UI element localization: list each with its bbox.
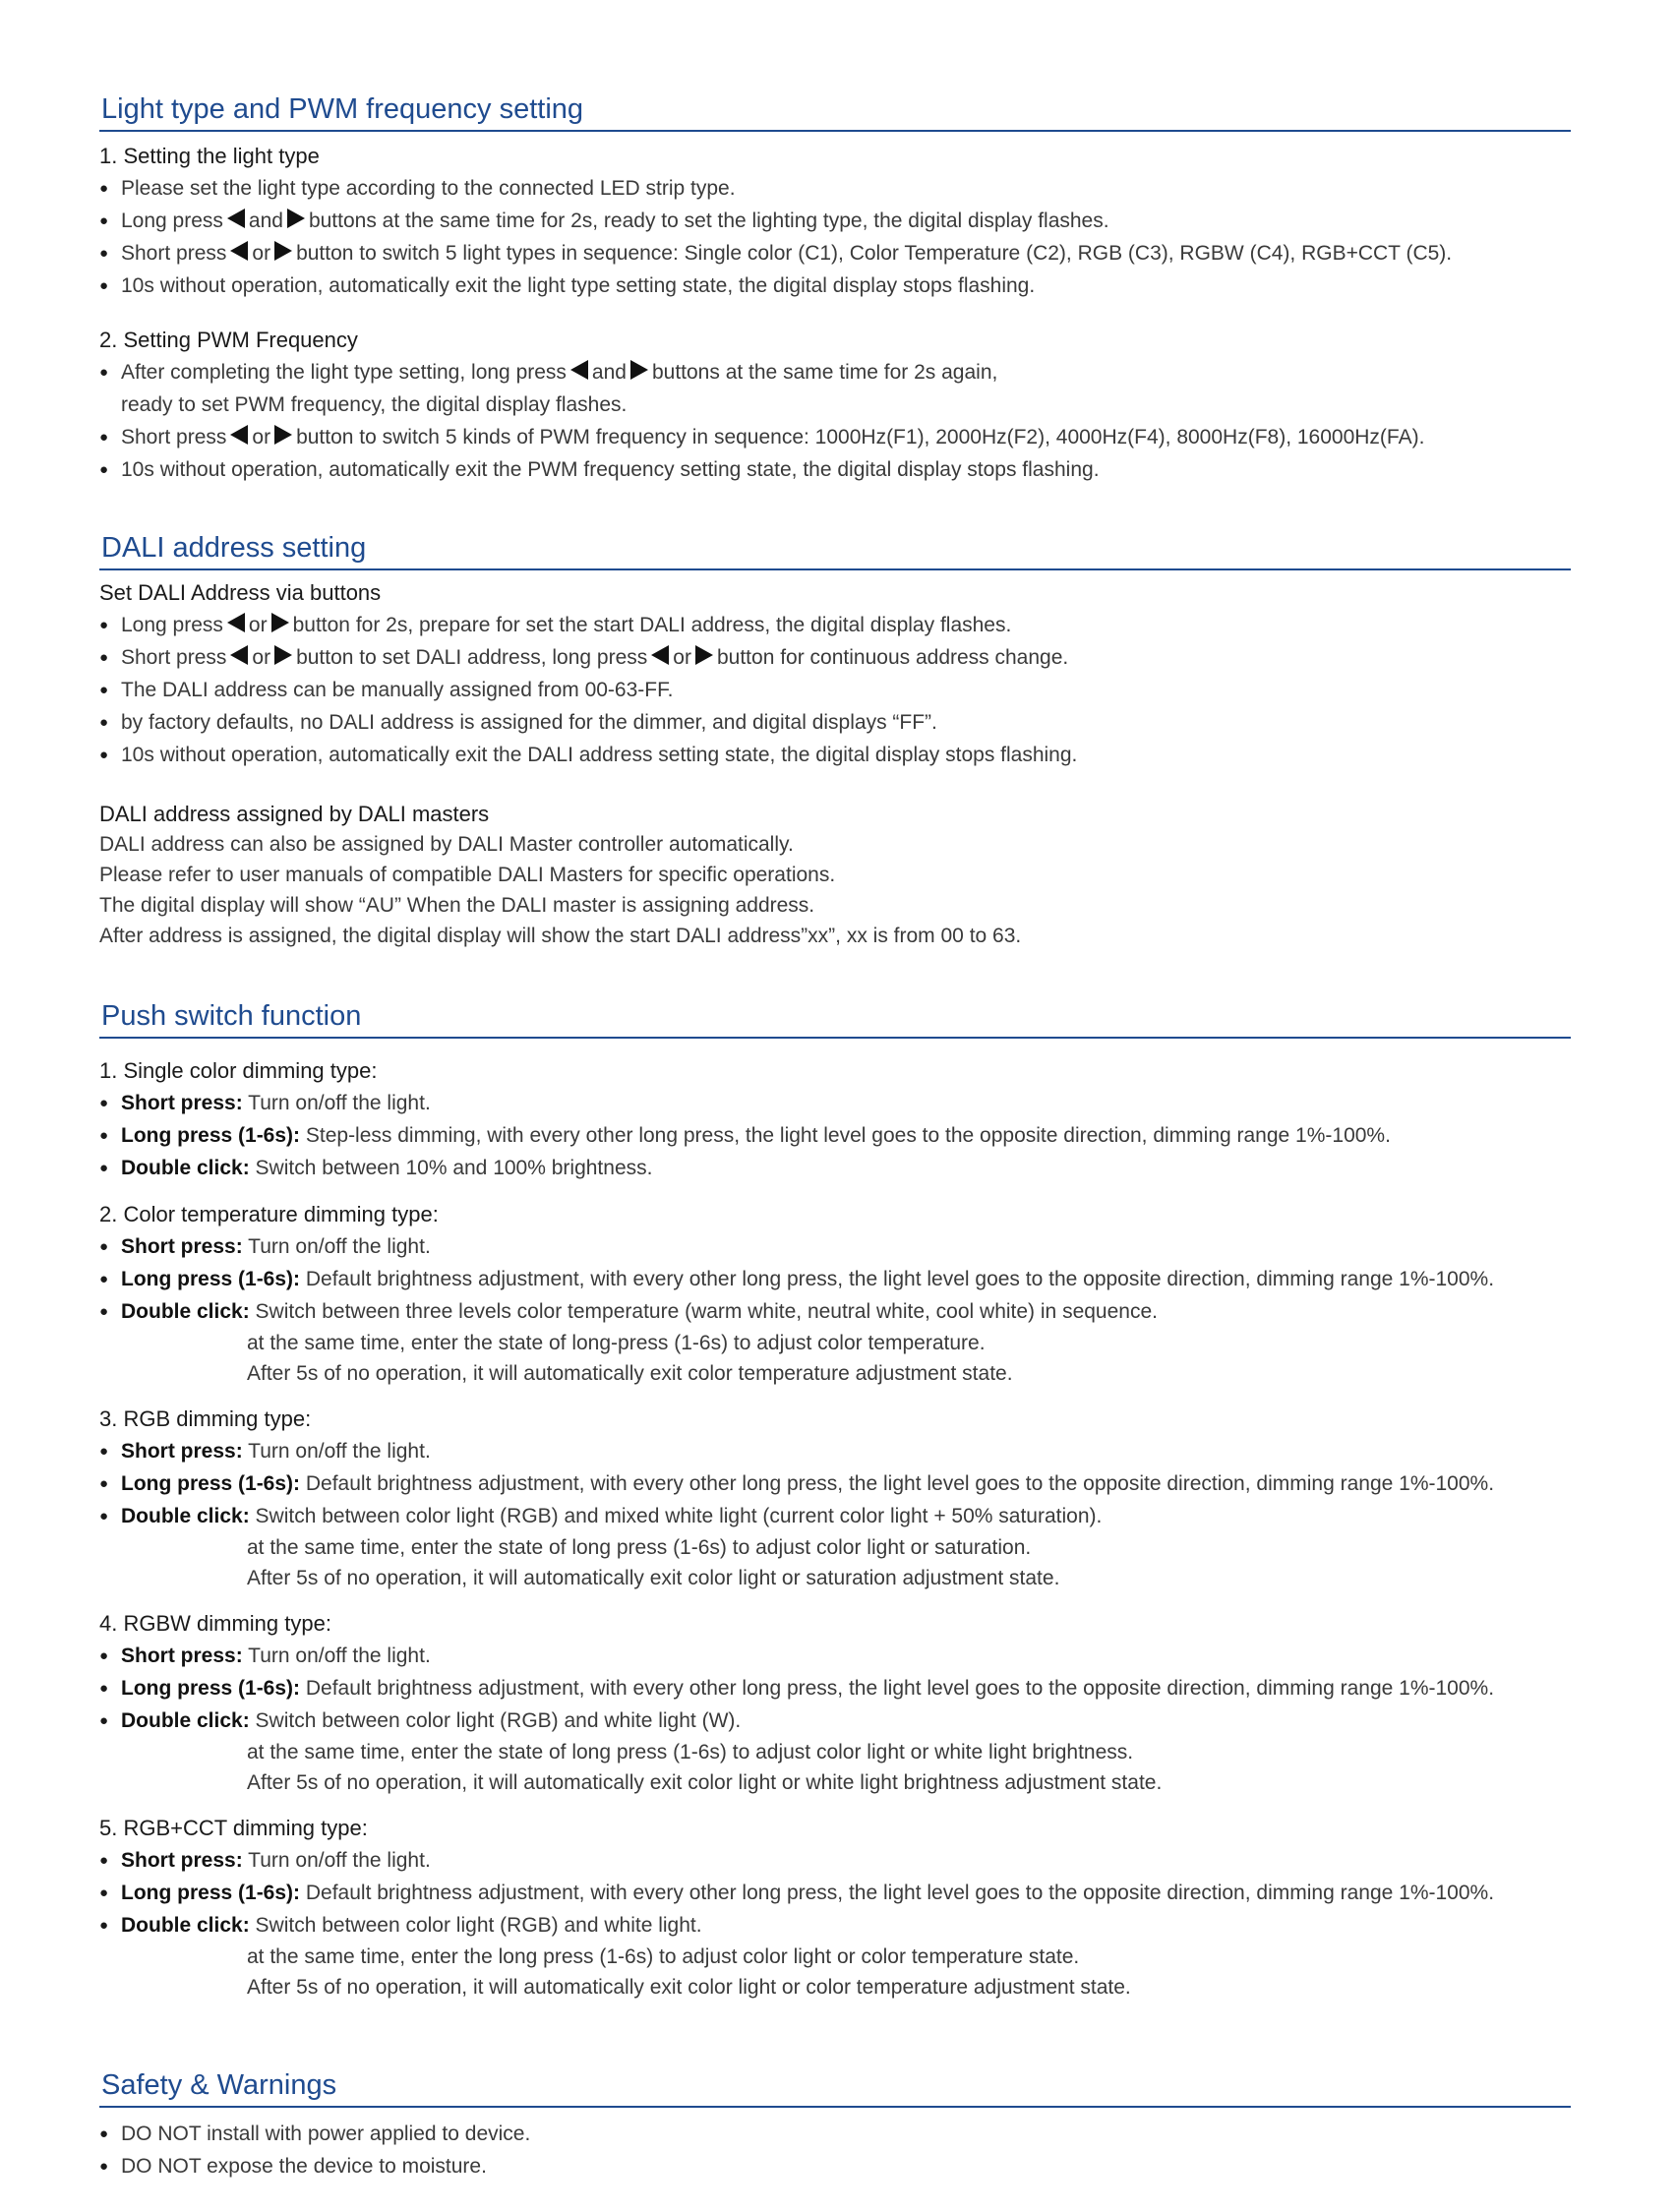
dali-buttons-block xyxy=(99,576,1571,771)
bullet-icon: ● xyxy=(99,2125,109,2142)
list-item: ● Long press and buttons at the same time for 2s, ready to set the lighting type, the digital display flashes. xyxy=(99,205,1571,237)
setting-pwm-block xyxy=(99,324,1571,486)
left-arrow-icon xyxy=(570,360,588,380)
bullet-icon: ● xyxy=(99,1095,109,1111)
paragraph-line: The digital display will show “AU” When the DALI master is assigning address. xyxy=(99,894,815,917)
bullet-icon: ● xyxy=(99,461,109,478)
bullet-icon: ● xyxy=(99,180,109,197)
subheading: 2. Setting PWM Frequency xyxy=(99,328,358,352)
subheading: 1. Single color dimming type: xyxy=(99,1058,378,1083)
list-item: ● Double click: Switch between color light (RGB) and white light (W). xyxy=(99,1704,1571,1737)
bullet-icon: ● xyxy=(99,714,109,731)
subheading: 3. RGB dimming type: xyxy=(99,1406,312,1431)
bullet-icon: ● xyxy=(99,617,109,633)
right-arrow-icon xyxy=(274,241,292,261)
section-title: Safety & Warnings xyxy=(101,2069,337,2101)
section-dali-address xyxy=(99,530,1571,951)
list-item-continuation: at the same time, enter the state of long press (1-6s) to adjust color light or saturation. xyxy=(247,1536,1032,1559)
list-item-continuation: After 5s of no operation, it will automatically exit color light or color temperature adjustment state. xyxy=(247,1976,1131,1999)
bullet-icon: ● xyxy=(99,2158,109,2175)
paragraph-line: Please refer to user manuals of compatible DALI Masters for specific operations. xyxy=(99,864,836,886)
bullet-icon: ● xyxy=(99,212,109,229)
bullet-icon: ● xyxy=(99,1852,109,1869)
bullet-icon: ● xyxy=(99,277,109,294)
list-item: ● Short press: Turn on/off the light. xyxy=(99,1230,1571,1263)
section-title: DALI address setting xyxy=(101,532,367,564)
list-item-continuation: at the same time, enter the long press (1-6s) to adjust color light or color temperature state. xyxy=(247,1945,1080,1968)
left-arrow-icon xyxy=(230,645,248,665)
paragraph-line: After address is assigned, the digital display will show the start DALI address”xx”, xx is from 00 to 63. xyxy=(99,925,1022,947)
bullet-icon: ● xyxy=(99,429,109,446)
paragraph-line: DALI address can also be assigned by DALI Master controller automatically. xyxy=(99,833,794,856)
section-push-switch xyxy=(99,998,1571,2003)
bullet-icon: ● xyxy=(99,1508,109,1524)
list-item-continuation: After 5s of no operation, it will automatically exit color light or saturation adjustment state. xyxy=(247,1567,1060,1589)
list-item: ● 10s without operation, automatically exit the light type setting state, the digital display stops flashing. xyxy=(99,269,1571,302)
bullet-icon: ● xyxy=(99,1443,109,1460)
subheading: DALI address assigned by DALI masters xyxy=(99,802,490,826)
right-arrow-icon xyxy=(274,645,292,665)
list-item-continuation: After 5s of no operation, it will automatically exit color temperature adjustment state. xyxy=(247,1362,1013,1385)
left-arrow-icon xyxy=(227,209,245,228)
list-item-continuation: ready to set PWM frequency, the digital display flashes. xyxy=(121,393,628,416)
right-arrow-icon xyxy=(271,613,289,632)
list-item: ● 10s without operation, automatically exit the PWM frequency setting state, the digital display stops flashing. xyxy=(99,453,1571,486)
list-item: ● The DALI address can be manually assigned from 00-63-FF. xyxy=(99,674,1571,706)
bullet-icon: ● xyxy=(99,649,109,666)
section-title: Light type and PWM frequency setting xyxy=(101,93,584,125)
bullet-icon: ● xyxy=(99,1647,109,1664)
list-item: ● Long press (1-6s): Default brightness adjustment, with every other long press, the light level goes to the opposite direction, dimming range 1%-100%. xyxy=(99,1467,1571,1500)
list-item: ● by factory defaults, no DALI address is assigned for the dimmer, and digital displays “FF”. xyxy=(99,706,1571,739)
subheading: 2. Color temperature dimming type: xyxy=(99,1202,439,1226)
subheading: 4. RGBW dimming type: xyxy=(99,1611,331,1636)
section-title: Push switch function xyxy=(101,1000,362,1032)
bullet-icon: ● xyxy=(99,364,109,381)
rgb-cct-block xyxy=(99,1812,1571,2003)
left-arrow-icon xyxy=(230,425,248,445)
list-item: ● Short press: Turn on/off the light. xyxy=(99,1640,1571,1672)
left-arrow-icon xyxy=(230,241,248,261)
bullet-icon: ● xyxy=(99,1917,109,1934)
bullet-icon: ● xyxy=(99,1160,109,1176)
list-item: ● 10s without operation, automatically exit the DALI address setting state, the digital display stops flashing. xyxy=(99,739,1571,771)
rgbw-block xyxy=(99,1607,1571,1798)
bullet-icon: ● xyxy=(99,682,109,698)
left-arrow-icon xyxy=(227,613,245,632)
list-item: ● Long press (1-6s): Step-less dimming, with every other long press, the light level goes to the opposite direction, dimming range 1%-100%. xyxy=(99,1119,1571,1152)
list-item: ● Short press: Turn on/off the light. xyxy=(99,1435,1571,1467)
list-item: ● Long press (1-6s): Default brightness adjustment, with every other long press, the light level goes to the opposite direction, dimming range 1%-100%. xyxy=(99,1263,1571,1295)
right-arrow-icon xyxy=(287,209,305,228)
list-item: ● Short press or button to switch 5 kinds of PWM frequency in sequence: 1000Hz(F1), 2000Hz(F2), 4000Hz(F4), 8000Hz(F8), 16000Hz(FA). xyxy=(99,421,1571,453)
bullet-icon: ● xyxy=(99,1303,109,1320)
subheading: Set DALI Address via buttons xyxy=(99,580,382,605)
section-light-type xyxy=(99,91,1571,486)
right-arrow-icon xyxy=(274,425,292,445)
list-item: ● Short press: Turn on/off the light. xyxy=(99,1844,1571,1877)
right-arrow-icon xyxy=(630,360,648,380)
bullet-icon: ● xyxy=(99,1127,109,1144)
bullet-icon: ● xyxy=(99,747,109,763)
list-item: ● Double click: Switch between color light (RGB) and white light. xyxy=(99,1909,1571,1942)
list-item: ● DO NOT expose the device to moisture. xyxy=(99,2150,1571,2182)
color-temp-block xyxy=(99,1198,1571,1389)
list-item: ● Long press (1-6s): Default brightness adjustment, with every other long press, the light level goes to the opposite direction, dimming range 1%-100%. xyxy=(99,1672,1571,1704)
list-item: ● Please set the light type according to the connected LED strip type. xyxy=(99,172,1571,205)
single-color-block xyxy=(99,1054,1571,1184)
list-item: ● Double click: Switch between color light (RGB) and mixed white light (current color light + 50% saturation). xyxy=(99,1500,1571,1532)
rgb-block xyxy=(99,1403,1571,1593)
bullet-icon: ● xyxy=(99,1271,109,1287)
list-item: ● Long press or button for 2s, prepare for set the start DALI address, the digital display flashes. xyxy=(99,609,1571,641)
bullet-icon: ● xyxy=(99,1238,109,1255)
dali-masters-block xyxy=(99,799,1571,951)
bullet-icon: ● xyxy=(99,1475,109,1492)
subheading: 1. Setting the light type xyxy=(99,144,320,168)
list-item-continuation: at the same time, enter the state of long-press (1-6s) to adjust color temperature. xyxy=(247,1332,986,1354)
list-item: ● Short press or button to switch 5 light types in sequence: Single color (C1), Color Temperature (C2), RGB (C3), RGBW (C4), RGB+CCT (C5). xyxy=(99,237,1571,269)
bullet-icon: ● xyxy=(99,1712,109,1729)
right-arrow-icon xyxy=(695,645,713,665)
bullet-icon: ● xyxy=(99,1884,109,1901)
bullet-icon: ● xyxy=(99,245,109,262)
bullet-icon: ● xyxy=(99,1680,109,1697)
list-item: ● After completing the light type setting, long press and buttons at the same time for 2s again, xyxy=(99,356,1571,389)
section-safety xyxy=(99,2067,1571,2182)
list-item: ● Short press or button to set DALI address, long press or button for continuous address change. xyxy=(99,641,1571,674)
list-item: ● DO NOT install with power applied to device. xyxy=(99,2118,1571,2150)
left-arrow-icon xyxy=(651,645,669,665)
list-item: ● Short press: Turn on/off the light. xyxy=(99,1087,1571,1119)
list-item: ● Long press (1-6s): Default brightness adjustment, with every other long press, the light level goes to the opposite direction, dimming range 1%-100%. xyxy=(99,1877,1571,1909)
list-item-continuation: at the same time, enter the state of long press (1-6s) to adjust color light or white light brightness. xyxy=(247,1741,1134,1764)
list-item-continuation: After 5s of no operation, it will automatically exit color light or white light brightness adjustment state. xyxy=(247,1771,1163,1794)
list-item: ● Double click: Switch between three levels color temperature (warm white, neutral white, cool white) in sequence. xyxy=(99,1295,1571,1328)
subheading: 5. RGB+CCT dimming type: xyxy=(99,1816,368,1840)
list-item: ● Double click: Switch between 10% and 100% brightness. xyxy=(99,1152,1571,1184)
setting-light-type-block xyxy=(99,140,1571,302)
